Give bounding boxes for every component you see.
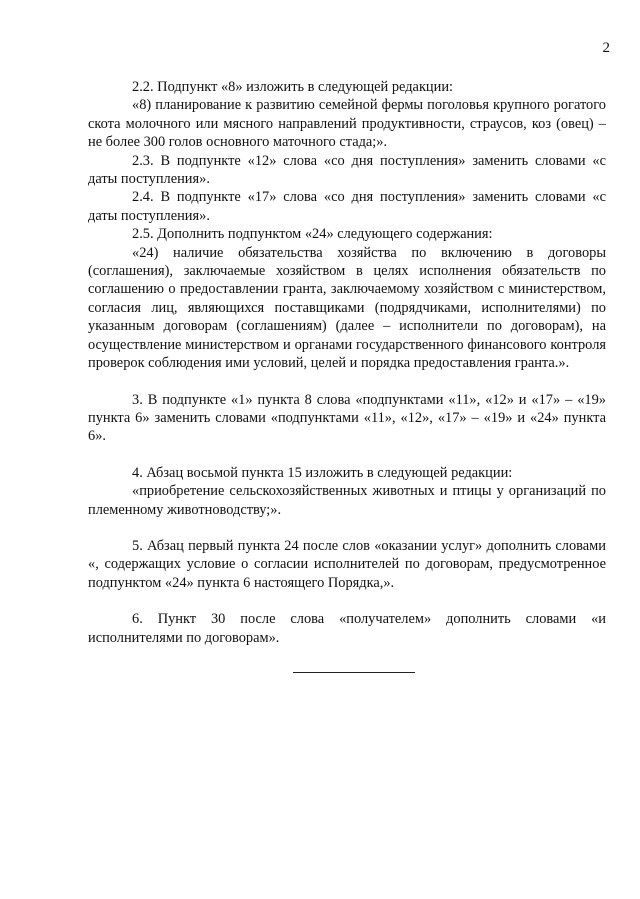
- page-number: 2: [602, 40, 610, 56]
- closing-rule: [293, 672, 415, 673]
- paragraph-gap: [88, 519, 606, 537]
- paragraph-2-2-text: «8) планирование к развитию семейной фермы поголовья крупного рогатого скота молочного или мясного направлений продуктивности, страусов, коз (овец) – не более 300 голов основного маточного стада;».: [88, 97, 606, 151]
- paragraph-2-3: 2.3. В подпункте «12» слова «со дня поступления» заменить словами «с даты поступления».: [88, 152, 606, 188]
- paragraph-5: 5. Абзац первый пункта 24 после слов «оказании услуг» дополнить словами «, содержащих условие о согласии исполнителей по договорам, предусмотренное подпунктом «24» пункта 6 настоящего Порядка,».: [88, 537, 606, 591]
- paragraph-gap: [88, 446, 606, 464]
- paragraph-gap: [88, 592, 606, 610]
- paragraph-2-4: 2.4. В подпункте «17» слова «со дня поступления» заменить словами «с даты поступления».: [88, 189, 606, 224]
- paragraph-gap: [88, 373, 606, 391]
- paragraph-2-5: 2.5. Дополнить подпунктом «24» следующего содержания:: [132, 226, 493, 243]
- document-body: [88, 78, 606, 647]
- paragraph-4-text: «приобретение сельскохозяйственных животных и птицы у организаций по племенному животноводству;».: [88, 483, 606, 518]
- paragraph-3: 3. В подпункте «1» пункта 8 слова «подпунктами «11», «12» и «17» – «19» пункта 6» заменить словами «подпунктами «11», «12», «17» – «19» и «24» пункта 6».: [88, 391, 606, 445]
- paragraph-2-5-text: «24) наличие обязательства хозяйства по включению в договоры (соглашения), заключаемые хозяйством в целях исполнения обязательств по соглашению о предоставлении гранта, заключаемому хозяйством с министерством, согласия лиц, являющихся поставщиками (подрядчиками, исполнителями) по указанным договорам (соглашениям) (далее – исполнители по договорам), на осуществление министерством и органами государственного финансового контроля проверок соблюдения ими условий, целей и порядка предоставления гранта.».: [88, 244, 606, 372]
- paragraph-2-2: 2.2. Подпункт «8» изложить в следующей редакции:: [132, 79, 454, 95]
- paragraph-4: 4. Абзац восьмой пункта 15 изложить в следующей редакции:: [132, 464, 513, 481]
- paragraph-6: 6. Пункт 30 после слова «получателем» дополнить словами «и исполнителями по договорам».: [88, 611, 606, 646]
